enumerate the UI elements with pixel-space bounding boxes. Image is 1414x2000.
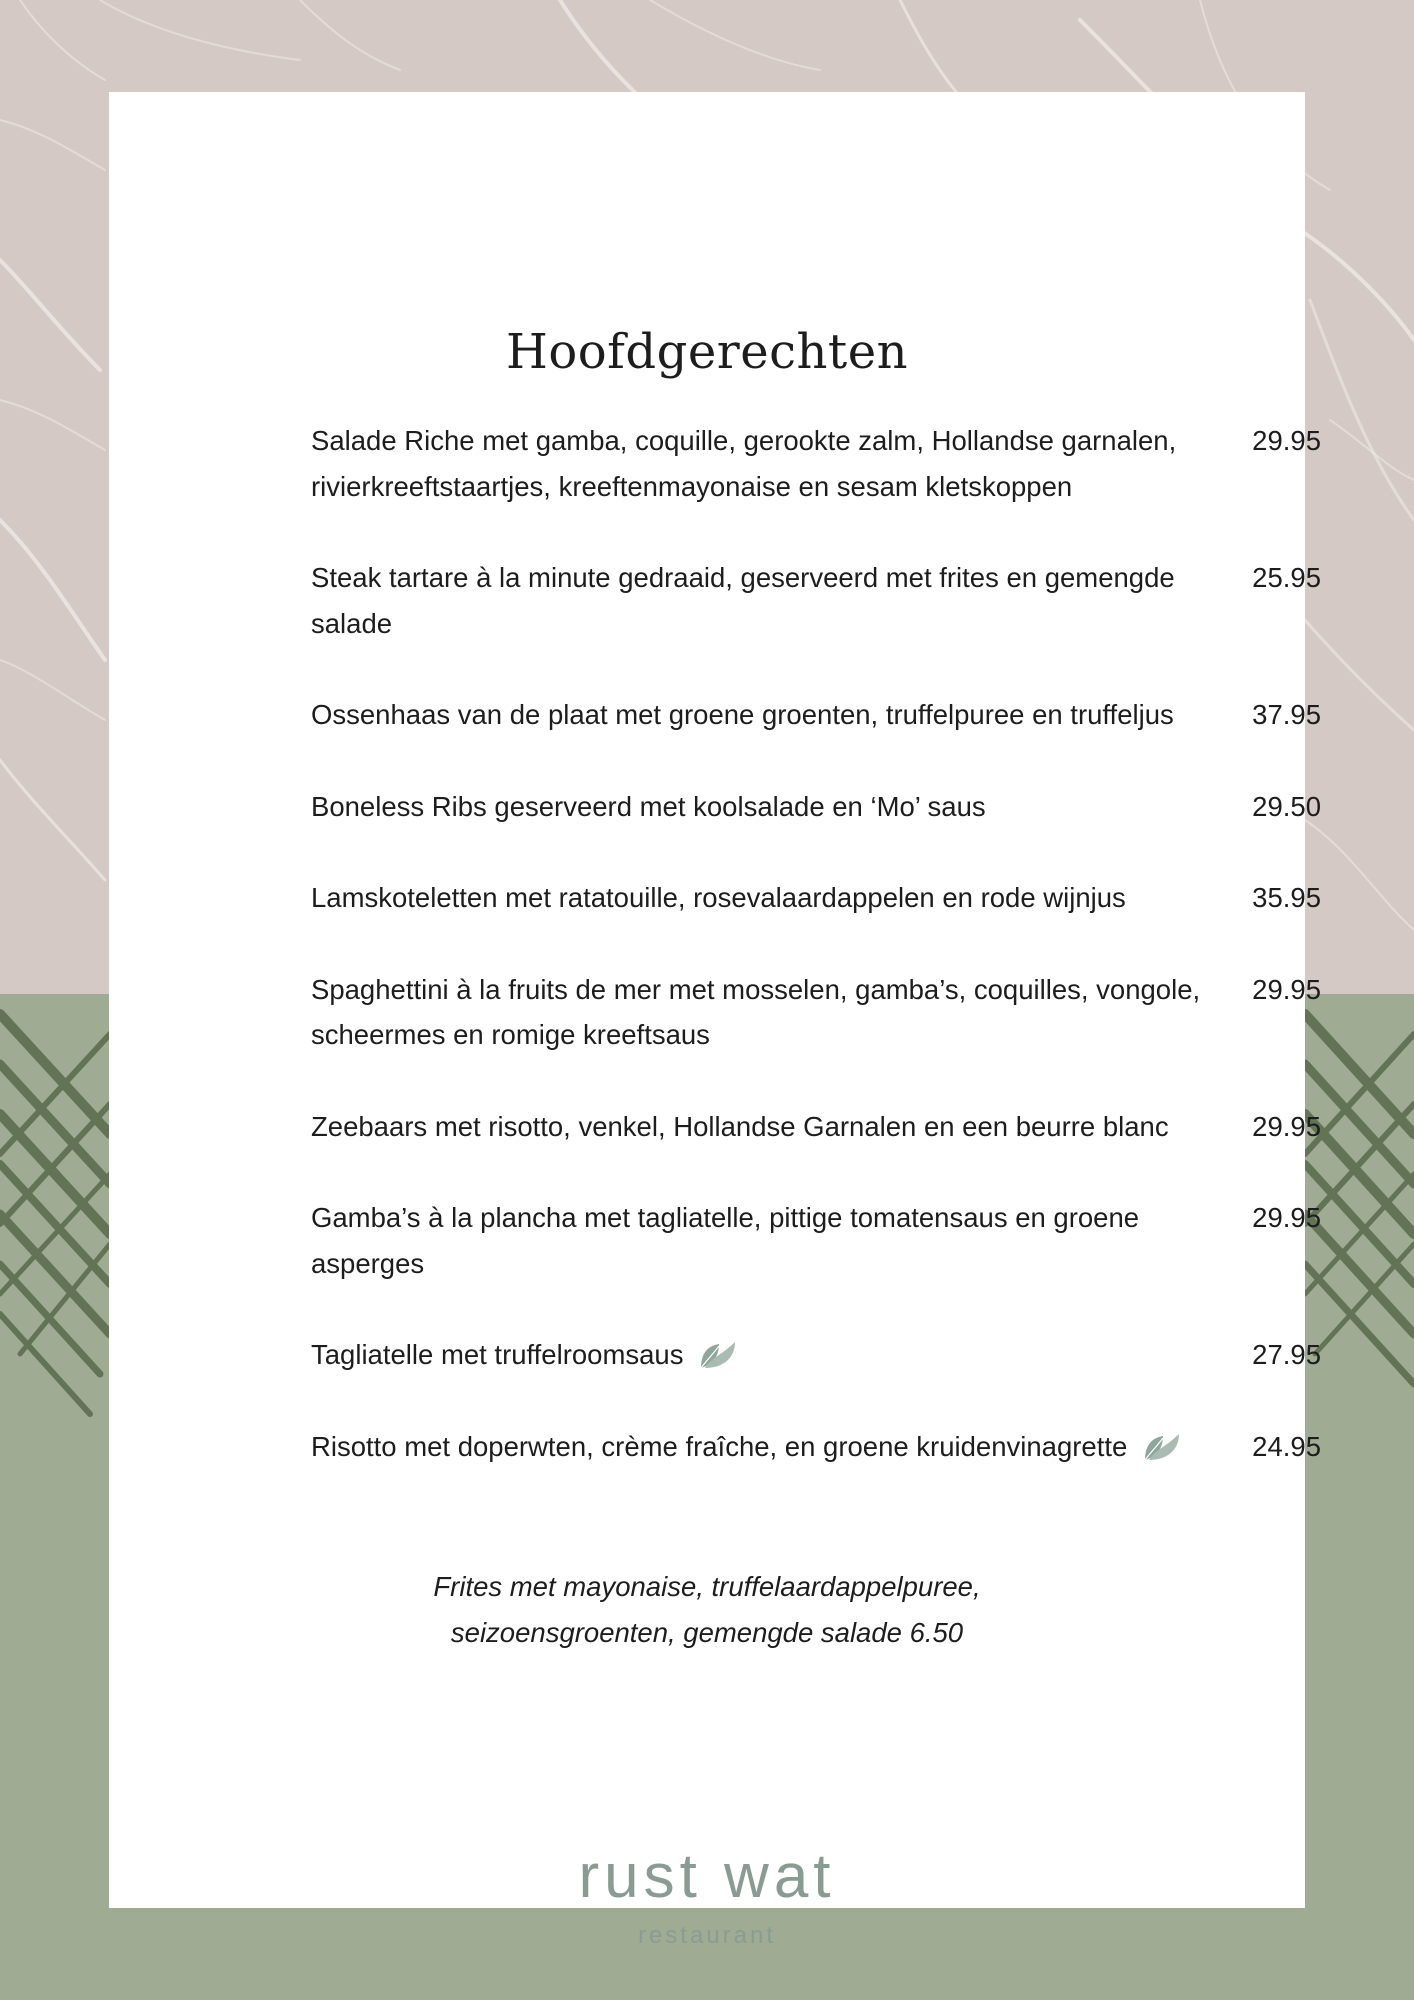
menu-item-description-text: Boneless Ribs geserveerd met koolsalade en ‘Mo’ saus (311, 790, 986, 822)
menu-item (311, 967, 1321, 1058)
menu-item-price: 29.95 (1252, 1202, 1321, 1233)
sides-note (109, 1564, 1305, 1655)
menu-item-price: 37.95 (1252, 699, 1321, 730)
menu-item-description-text: Lamskoteletten met ratatouille, rosevalaardappelen en rode wijnjus (311, 882, 1126, 913)
menu-item-description (311, 692, 1219, 738)
menu-item (311, 692, 1321, 738)
menu-item-description (311, 555, 1219, 646)
menu-item-description (311, 1104, 1219, 1150)
menu-item-description (311, 1195, 1219, 1286)
menu-item-price: 25.95 (1252, 562, 1321, 593)
menu-item-description (311, 1424, 1219, 1470)
menu-item-description (311, 1332, 1219, 1378)
menu-item-description-text: Steak tartare à la minute gedraaid, geserveerd met frites en gemengde salade (311, 562, 1175, 639)
menu-item-price: 24.95 (1252, 1430, 1321, 1462)
menu-item-description (311, 784, 1219, 830)
sides-note-line: seizoensgroenten, gemengde salade 6.50 (450, 1616, 964, 1648)
leaf-icon (1141, 1430, 1181, 1462)
menu-item (311, 1424, 1321, 1470)
menu-list (311, 418, 1321, 1515)
menu-item-description-text: Zeebaars met risotto, venkel, Hollandse Garnalen en een beurre blanc (311, 1110, 1169, 1142)
menu-item-price: 29.95 (1252, 1110, 1321, 1142)
menu-item (311, 555, 1321, 646)
menu-item-description-text: Salade Riche met gamba, coquille, gerookte zalm, Hollandse garnalen, rivierkreeftstaartjes, kreeftenmayonaise en sesam kletskoppen (311, 425, 1177, 502)
menu-item-description-text: Gamba’s à la plancha met tagliatelle, pittige tomatensaus en groene asperges (311, 1202, 1140, 1279)
menu-item-price: 29.95 (1252, 425, 1321, 456)
restaurant-logo-name: rust wat (578, 1842, 836, 1911)
menu-item-price: 35.95 (1252, 882, 1321, 913)
menu-item (311, 784, 1321, 830)
menu-item-description-text: Tagliatelle met truffelroomsaus (311, 1339, 684, 1370)
restaurant-logo-subtitle: restaurant (637, 1922, 777, 1949)
menu-title: Hoofdgerechten (505, 324, 909, 380)
menu-item-price: 29.50 (1252, 790, 1321, 822)
menu-item (311, 418, 1321, 509)
menu-card (109, 92, 1321, 1949)
menu-item-price: 27.95 (1252, 1339, 1321, 1370)
menu-item-price: 29.95 (1252, 973, 1321, 1005)
sides-note-line: Frites met mayonaise, truffelaardappelpuree, (433, 1571, 981, 1602)
menu-item-description (311, 875, 1219, 921)
leaf-icon (697, 1338, 737, 1370)
menu-item (311, 1195, 1321, 1286)
menu-item (311, 1332, 1321, 1378)
menu-item-description (311, 967, 1219, 1058)
menu-item-description-text: Spaghettini à la fruits de mer met mosselen, gamba’s, coquilles, vongole, scheermes en romige kreeftsaus (311, 973, 1201, 1050)
menu-item-description-text: Risotto met doperwten, crème fraîche, en groene kruidenvinagrette (311, 1430, 1128, 1462)
menu-item-description (311, 418, 1219, 509)
menu-item (311, 1104, 1321, 1150)
menu-item (311, 875, 1321, 921)
menu-item-description-text: Ossenhaas van de plaat met groene groenten, truffelpuree en truffeljus (311, 699, 1174, 730)
